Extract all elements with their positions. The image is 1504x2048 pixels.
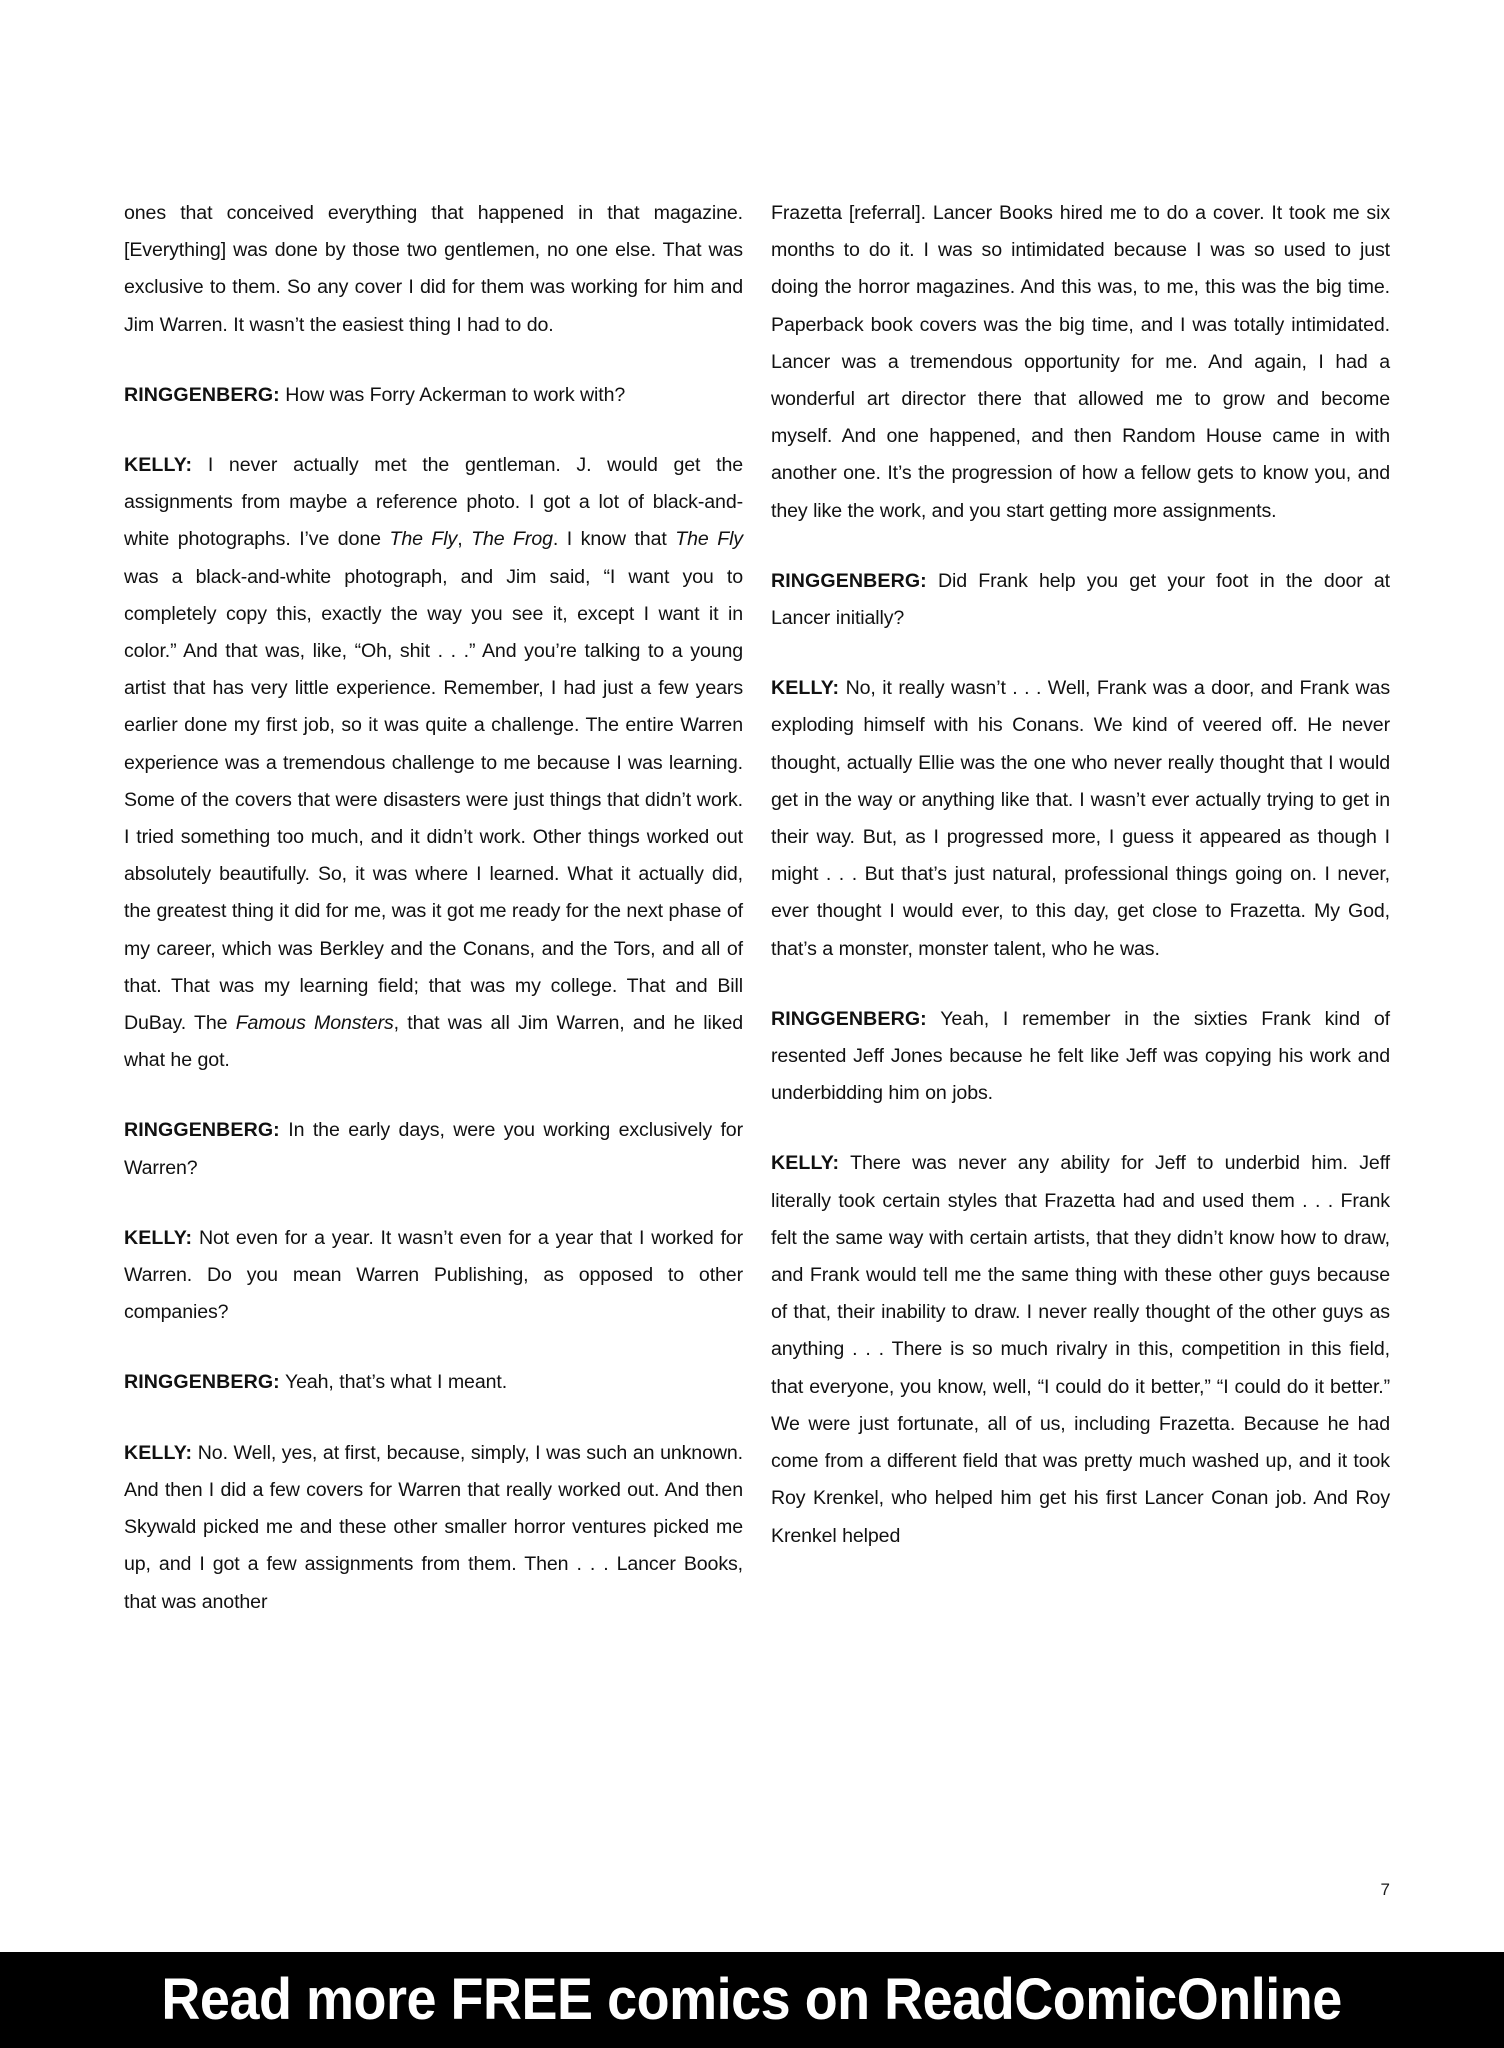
paragraph xyxy=(771,1001,1390,1113)
speaker-label: RINGGENBERG: xyxy=(124,383,280,406)
speaker-label: KELLY: xyxy=(124,1441,193,1464)
paragraph xyxy=(124,1220,743,1332)
speaker-label: KELLY: xyxy=(771,677,840,700)
body-text: How was Forry Ackerman to work with? xyxy=(279,383,626,406)
paragraph xyxy=(771,1145,1390,1554)
right-column xyxy=(771,195,1390,1621)
speaker-label: RINGGENBERG: xyxy=(771,1007,927,1030)
body-text: No. Well, yes, at first, because, simply, I was such an unknown. And then I did a few covers for Warren that really worked out. And then Skywald picked me and these other smaller horror ventures picked me up, and I got a few assignments from them. Then . . . Lancer Books, that was another xyxy=(124,1441,743,1613)
body-text: There was never any ability for Jeff to underbid him. Jeff literally took certain styles that Frazetta had and used them . . . Frank felt the same way with certain artists, that they didn’t know how to draw, and Frank would tell me the same thing with these other guys because of that, their inability to draw. I never really thought of the other guys as anything . . . There is so much rivalry in this, competition in this field, that everyone, you know, well, “I could do it better,” “I could do it better.” We were just fortunate, all of us, including Frazetta. Because he had come from a different field that was pretty much washed up, and it took Roy Krenkel, who helped him get his first Lancer Conan job. And Roy Krenkel helped xyxy=(771,1152,1390,1547)
work-title: The Fly xyxy=(675,528,743,551)
left-column xyxy=(124,195,743,1621)
body-text: , xyxy=(457,528,472,551)
body-text: I never actually met the gentleman. J. would get the assignments from maybe a reference photo. I got a lot of black-and-white photographs. I’ve done xyxy=(124,454,743,551)
body-text: Yeah, I remember in the sixties Frank kind of resented Jeff Jones because he felt like Jeff was copying his work and underbidding him on jobs. xyxy=(771,1007,1390,1105)
paragraph xyxy=(124,195,743,344)
work-title: The Frog xyxy=(471,528,553,551)
paragraph xyxy=(124,1112,743,1186)
body-text: ones that conceived everything that happened in that magazine. [Everything] was done by those two gentlemen, no one else. That was exclusive to them. So any cover I did for them was working for him and Jim Warren. It wasn’t the easiest thing I had to do. xyxy=(124,202,743,336)
footer-banner xyxy=(0,1952,1504,2048)
page-number: 7 xyxy=(1380,1880,1390,1899)
body-text: No, it really wasn’t . . . Well, Frank was a door, and Frank was exploding himself with his Conans. We kind of veered off. He never thought, actually Ellie was the one who never really thought that I would get in the way or anything like that. I wasn’t ever actually trying to get in their way. But, as I progressed more, I guess it appeared as though I might . . . But that’s just natural, professional things going on. I never, ever thought I would ever, to this day, get close to Frazetta. My God, that’s a monster, monster talent, who he was. xyxy=(771,677,1390,960)
speaker-label: RINGGENBERG: xyxy=(124,1119,280,1142)
body-text: Yeah, that’s what I meant. xyxy=(279,1371,508,1394)
footer-banner-text: Read more FREE comics on ReadComicOnline xyxy=(161,1967,1343,2032)
paragraph xyxy=(771,563,1390,637)
paragraph xyxy=(124,1435,743,1621)
speaker-label: KELLY: xyxy=(124,1226,193,1249)
speaker-label: KELLY: xyxy=(124,454,193,477)
body-text: , that was all Jim Warren, and he liked what he got. xyxy=(124,1012,744,1072)
speaker-label: RINGGENBERG: xyxy=(124,1371,280,1394)
paragraph xyxy=(124,377,743,414)
body-text: In the early days, were you working exclusively for Warren? xyxy=(124,1119,743,1179)
paragraph xyxy=(771,670,1390,968)
speaker-label: RINGGENBERG: xyxy=(771,569,927,592)
body-text: was a black-and-white photograph, and Jim said, “I want you to completely copy this, exactly the way you see it, except I want it in color.” And that was, like, “Oh, shit . . .” And you’re talking to a young artist that has very little experience. Remember, I had just a few years earlier done my first job, so it was quite a challenge. The entire Warren experience was a tremendous challenge to me because I was learning. Some of the covers that were disasters were just things that didn’t work. I tried something too much, and it didn’t work. Other things worked out absolutely beautifully. So, it was where I learned. What it actually did, the greatest thing it did for me, was it got me ready for the next phase of my career, which was Berkley and the Conans, and the Tors, and all of that. That was my learning field; that was my college. That and Bill DuBay. The xyxy=(124,565,743,1035)
body-text: Frazetta [referral]. Lancer Books hired me to do a cover. It took me six months to do it. I was so intimidated because I was so used to just doing the horror magazines. And this was, to me, this was the big time. Paperback book covers was the big time, and I was totally intimidated. Lancer was a tremendous opportunity for me. And again, I had a wonderful art director there that allowed me to grow and become myself. And one happened, and then Random House came in with another one. It’s the progression of how a fellow gets to know you, and they like the work, and you start getting more assignments. xyxy=(771,202,1390,522)
paragraph xyxy=(771,195,1390,530)
body-text: Not even for a year. It wasn’t even for a year that I worked for Warren. Do you mean Warren Publishing, as opposed to other companies? xyxy=(124,1226,743,1324)
two-column-body xyxy=(124,195,1390,1621)
work-title: Famous Monsters xyxy=(235,1012,394,1035)
work-title: The Fly xyxy=(389,528,458,551)
paragraph xyxy=(124,447,743,1079)
body-text: Did Frank help you get your foot in the door at Lancer initially? xyxy=(771,569,1390,630)
body-text: . I know that xyxy=(552,528,676,551)
paragraph xyxy=(124,1364,743,1401)
speaker-label: KELLY: xyxy=(771,1152,840,1175)
